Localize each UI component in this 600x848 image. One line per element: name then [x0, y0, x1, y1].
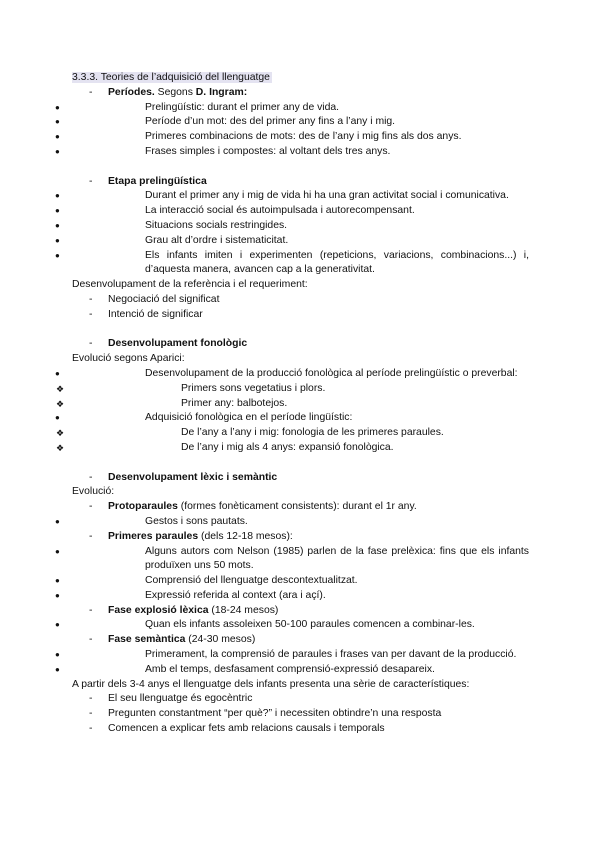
reference-intro: Desenvolupament de la referència i el requeriment: [72, 279, 308, 291]
stage-heading: - Fase explosió lèxica (18-24 mesos) [89, 604, 279, 616]
list-item: ● Quan els infants assoleixen 50-100 paraules comencen a combinar-les. [55, 619, 475, 631]
list-item: ● Desenvolupament de la producció fonològica al període prelingüístic o preverbal: [55, 367, 518, 379]
section-title: 3.3.3. Teories de l’adquisició del llenguatge [72, 72, 270, 83]
lexical-heading: - Desenvolupament lèxic i semàntic [72, 471, 529, 486]
list-item: ● Situacions socials restringides. [55, 219, 288, 231]
list-item: ● Expressió referida al context (ara i açí). [55, 589, 326, 601]
phonological-heading: - Desenvolupament fonològic [72, 337, 529, 352]
stage-heading: - Fase semàntica (24-30 mesos) [89, 634, 256, 646]
dash-marker: - [89, 471, 93, 483]
list-item: ● Frases simples i compostes: al voltant dels tres anys. [55, 145, 391, 157]
list-item: ● Amb el temps, desfasament comprensió-expressió desapareix. [55, 663, 435, 675]
list-item: - Comencen a explicar fets amb relacions causals i temporals [89, 723, 385, 735]
document-content [55, 71, 529, 737]
dash-marker: - [89, 338, 93, 350]
closing-intro: A partir dels 3-4 anys el llenguatge dels infants presenta una sèrie de característiques: [72, 678, 470, 690]
list-item: ● Prelingüístic: durant el primer any de vida. [55, 101, 340, 113]
list-item: ● Grau alt d’ordre i sistematicitat. [55, 234, 289, 246]
phonological-intro: Evolució segons Aparici: [72, 353, 185, 365]
list-item: - Pregunten constantment “per què?” i necessiten obtindre’n una resposta [89, 708, 442, 720]
periods-heading: - Períodes. Segons D. Ingram: [72, 86, 529, 101]
lexical-intro: Evolució: [72, 486, 115, 498]
sub-list-item: ❖ Primer any: balbotejos. [56, 397, 288, 409]
list-item: ● Alguns autors com Nelson (1985) parlen de la fase prelèxica: fins que els infants produïxen uns 50 mots. [55, 545, 529, 572]
stage-heading: - Protoparaules (formes fonèticament consistents): durant el 1r any. [89, 501, 417, 513]
list-item: ● Període d’un mot: des del primer any fins a l’any i mig. [55, 116, 396, 128]
dash-marker: - [89, 86, 93, 98]
stage-heading: - Primeres paraules (dels 12-18 mesos): [89, 530, 293, 542]
list-item: - Intenció de significar [89, 308, 203, 320]
sub-list-item: ❖ De l’any a l’any i mig: fonologia de les primeres paraules. [56, 427, 444, 439]
list-item: ● La interacció social és autoimpulsada i autorecompensant. [55, 205, 415, 217]
list-item: - Negociació del significat [89, 293, 220, 305]
list-item: ● Primeres combinacions de mots: des de l’any i mig fins als dos anys. [55, 131, 462, 143]
list-item: - El seu llenguatge és egocèntric [89, 693, 253, 705]
sub-list-item: ❖ Primers sons vegetatius i plors. [56, 382, 326, 394]
sub-list-item: ❖ De l’any i mig als 4 anys: expansió fonològica. [56, 441, 394, 453]
list-item: ● Comprensió del llenguatge descontextualitzat. [55, 575, 358, 587]
list-item: ● Adquisició fonològica en el període lingüístic: [55, 412, 353, 424]
dash-marker: - [89, 175, 93, 187]
list-item: ● Durant el primer any i mig de vida hi ha una gran activitat social i comunicativa. [55, 190, 509, 202]
list-item: ● Primerament, la comprensió de paraules i frases van per davant de la producció. [55, 649, 517, 661]
prelinguistic-heading: - Etapa prelingüística [72, 175, 529, 190]
list-item: ● Els infants imiten i experimenten (repeticions, variacions, combinacions...) i, d’aquesta manera, avancen cap a la generativitat. [55, 249, 529, 276]
list-item: ● Gestos i sons pautats. [55, 515, 248, 527]
